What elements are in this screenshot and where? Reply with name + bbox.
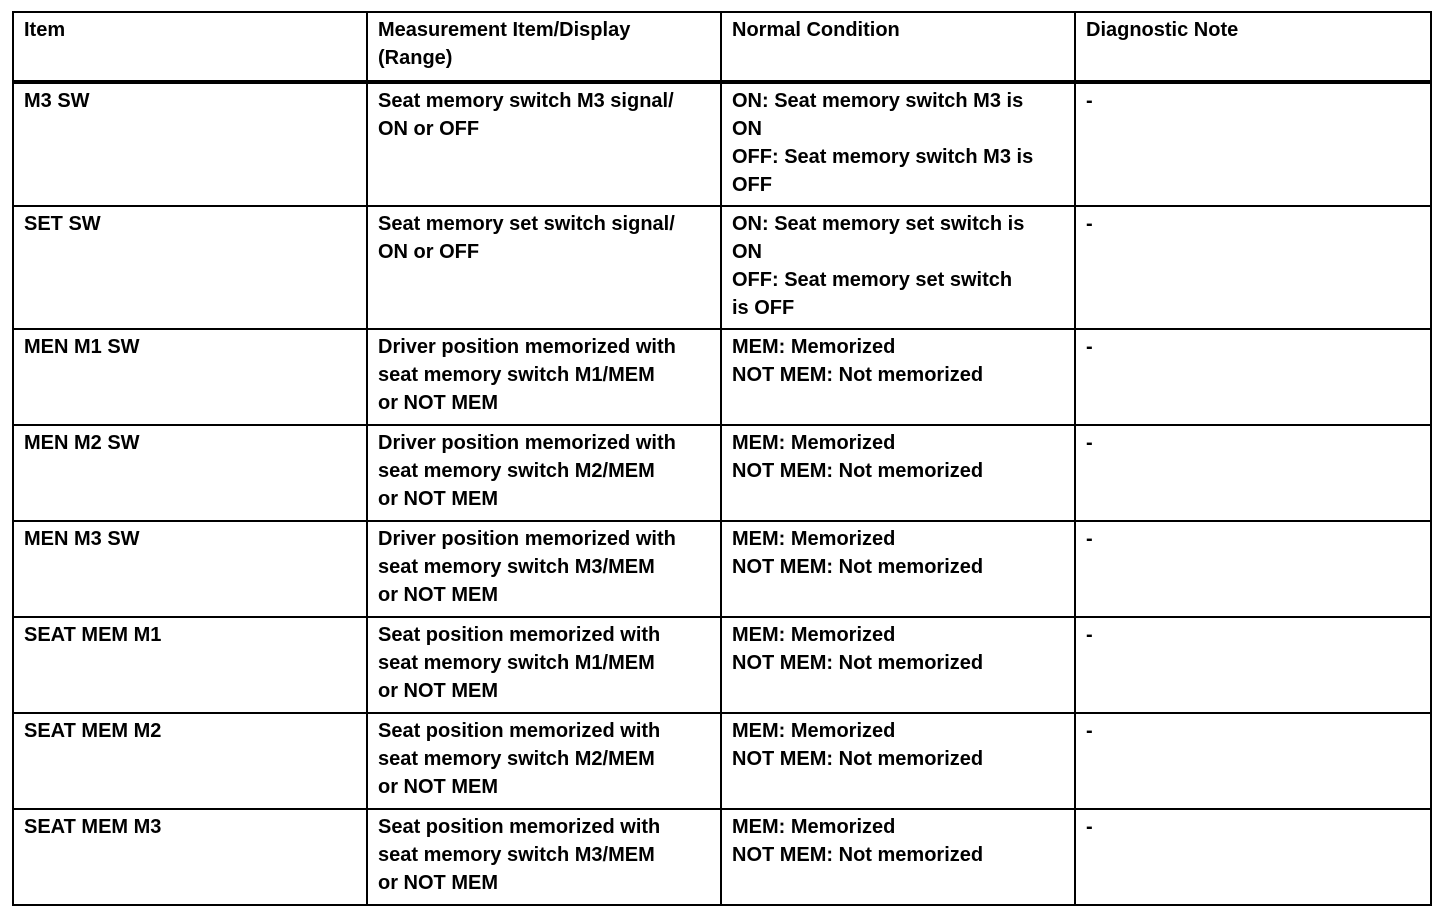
- cell-measurement: Driver position memorized with seat memory switch M3/MEM or NOT MEM: [367, 521, 721, 617]
- cell-normal-condition: MEM: Memorized NOT MEM: Not memorized: [721, 617, 1075, 713]
- cell-diagnostic-note: -: [1075, 617, 1431, 713]
- cell-measurement: Driver position memorized with seat memory switch M1/MEM or NOT MEM: [367, 329, 721, 425]
- cell-normal-condition: ON: Seat memory switch M3 is ON OFF: Seat memory switch M3 is OFF: [721, 82, 1075, 206]
- cell-measurement: Seat memory set switch signal/ ON or OFF: [367, 206, 721, 329]
- cell-normal-condition: MEM: Memorized NOT MEM: Not memorized: [721, 713, 1075, 809]
- cell-measurement: Seat memory switch M3 signal/ ON or OFF: [367, 82, 721, 206]
- cell-normal-condition: MEM: Memorized NOT MEM: Not memorized: [721, 521, 1075, 617]
- table-row: [13, 617, 1431, 713]
- cell-item: SET SW: [13, 206, 367, 329]
- cell-measurement: Seat position memorized with seat memory switch M1/MEM or NOT MEM: [367, 617, 721, 713]
- cell-normal-condition: ON: Seat memory set switch is ON OFF: Seat memory set switch is OFF: [721, 206, 1075, 329]
- header-diagnostic-note: Diagnostic Note: [1075, 12, 1431, 82]
- table-row: [13, 809, 1431, 905]
- table-row: [13, 521, 1431, 617]
- cell-item: SEAT MEM M1: [13, 617, 367, 713]
- table-header: [13, 12, 1431, 82]
- table-row: [13, 206, 1431, 329]
- header-measurement: Measurement Item/Display (Range): [367, 12, 721, 82]
- table-row: [13, 82, 1431, 206]
- header-item: Item: [13, 12, 367, 82]
- cell-item: MEN M1 SW: [13, 329, 367, 425]
- table-body: [13, 82, 1431, 905]
- cell-diagnostic-note: -: [1075, 713, 1431, 809]
- cell-normal-condition: MEM: Memorized NOT MEM: Not memorized: [721, 329, 1075, 425]
- cell-item: MEN M2 SW: [13, 425, 367, 521]
- diagnostic-data-table: [12, 11, 1432, 906]
- cell-normal-condition: MEM: Memorized NOT MEM: Not memorized: [721, 425, 1075, 521]
- cell-diagnostic-note: -: [1075, 329, 1431, 425]
- cell-measurement: Driver position memorized with seat memory switch M2/MEM or NOT MEM: [367, 425, 721, 521]
- cell-diagnostic-note: -: [1075, 206, 1431, 329]
- header-normal-condition: Normal Condition: [721, 12, 1075, 82]
- cell-normal-condition: MEM: Memorized NOT MEM: Not memorized: [721, 809, 1075, 905]
- cell-measurement: Seat position memorized with seat memory switch M2/MEM or NOT MEM: [367, 713, 721, 809]
- table-row: [13, 713, 1431, 809]
- cell-diagnostic-note: -: [1075, 809, 1431, 905]
- table-row: [13, 425, 1431, 521]
- header-row: [13, 12, 1431, 82]
- cell-diagnostic-note: -: [1075, 82, 1431, 206]
- cell-measurement: Seat position memorized with seat memory switch M3/MEM or NOT MEM: [367, 809, 721, 905]
- table-row: [13, 329, 1431, 425]
- cell-item: SEAT MEM M3: [13, 809, 367, 905]
- cell-diagnostic-note: -: [1075, 521, 1431, 617]
- cell-item: M3 SW: [13, 82, 367, 206]
- cell-item: SEAT MEM M2: [13, 713, 367, 809]
- cell-diagnostic-note: -: [1075, 425, 1431, 521]
- cell-item: MEN M3 SW: [13, 521, 367, 617]
